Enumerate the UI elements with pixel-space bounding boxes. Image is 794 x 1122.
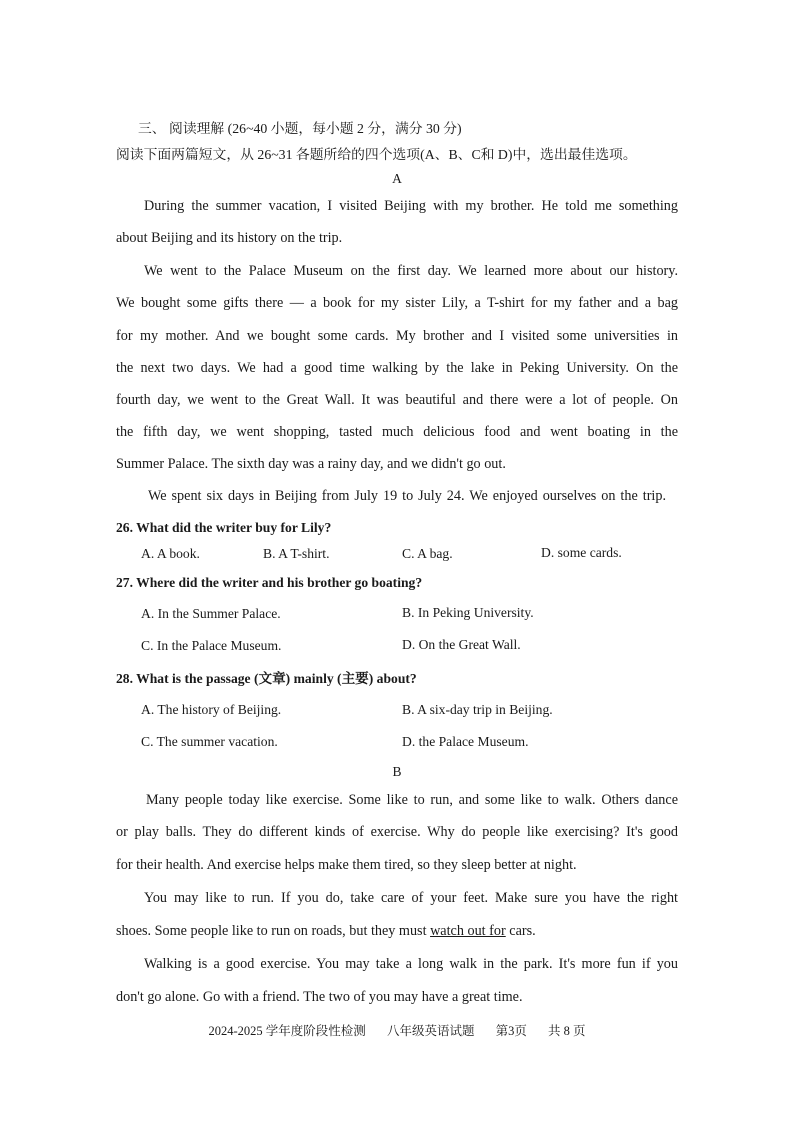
passage-b-label: B bbox=[392, 764, 402, 779]
passage-b-line: don't go alone. Go with a friend. The two of you may have a great time. bbox=[116, 989, 523, 1005]
passage-a-line: for my mother. And we bought some cards. My brother and I visited some universities in bbox=[116, 328, 678, 344]
passage-b-shoes-line bbox=[116, 922, 678, 940]
passage-a-line: During the summer vacation, I visited Beijing with my brother. He told me something bbox=[144, 198, 678, 214]
passage-a-label: A bbox=[392, 171, 402, 186]
underlined-phrase: watch out for bbox=[430, 923, 506, 939]
q28-option-d: D. the Palace Museum. bbox=[402, 734, 529, 749]
q26-option-a: A. A book. bbox=[141, 546, 200, 561]
q26-option-b: B. A T-shirt. bbox=[263, 546, 330, 561]
passage-b-line: You may like to run. If you do, take care of your feet. Make sure you have the right bbox=[144, 890, 678, 906]
q28-option-a: A. The history of Beijing. bbox=[141, 702, 282, 717]
question-27: 27. Where did the writer and his brother go boating? bbox=[116, 575, 423, 590]
q27-option-c: C. In the Palace Museum. bbox=[141, 638, 282, 653]
shoes-line-end: cars. bbox=[505, 923, 536, 939]
passage-a-line: Summer Palace. The sixth day was a rainy day, and we didn't go out. bbox=[116, 456, 506, 472]
passage-b-line: Many people today like exercise. Some like to run, and some like to walk. Others dance bbox=[146, 792, 678, 808]
q28-option-c: C. The summer vacation. bbox=[141, 734, 278, 749]
passage-a-line: the next two days. We had a good time walking by the lake in Peking University. On the bbox=[116, 360, 678, 376]
footer-subject: 八年级英语试题 bbox=[386, 1024, 475, 1038]
q27-option-a: A. In the Summer Palace. bbox=[141, 606, 281, 621]
shoes-line-text: shoes. Some people like to run on roads, but they must bbox=[116, 923, 431, 939]
passage-a-line: the fifth day, we went shopping, tasted much delicious food and went boating in the bbox=[116, 424, 678, 440]
footer-page: 第3页 bbox=[495, 1024, 527, 1038]
q26-option-c: C. A bag. bbox=[402, 546, 453, 561]
passage-a-line: fourth day, we went to the Great Wall. It was beautiful and there were a lot of people. On bbox=[116, 392, 678, 408]
question-28: 28. What is the passage (文章) mainly (主要) about? bbox=[116, 671, 417, 686]
passage-b-line: for their health. And exercise helps make them tired, so they sleep better at night. bbox=[116, 857, 577, 873]
q27-option-b: B. In Peking University. bbox=[402, 605, 534, 620]
question-26: 26. What did the writer buy for Lily? bbox=[116, 520, 332, 535]
footer-title: 2024-2025 学年度阶段性检测 bbox=[208, 1024, 366, 1038]
q28-option-b: B. A six-day trip in Beijing. bbox=[402, 702, 553, 717]
q27-option-d: D. On the Great Wall. bbox=[402, 637, 521, 652]
passage-a-line: We went to the Palace Museum on the first day. We learned more about our history. bbox=[144, 263, 678, 279]
q26-option-d: D. some cards. bbox=[541, 545, 622, 560]
passage-b-line: Walking is a good exercise. You may take a long walk in the park. It's more fun if you bbox=[144, 956, 678, 972]
passage-a-line: about Beijing and its history on the trip. bbox=[116, 230, 343, 246]
page-footer bbox=[0, 1021, 794, 1039]
section-instruction: 阅读下面两篇短文，从 26~31 各题所给的四个选项(A、B、C和 D)中，选出最佳选项。 bbox=[116, 147, 637, 162]
footer-total: 共 8 页 bbox=[547, 1024, 586, 1038]
passage-a-line: We spent six days in Beijing from July 19 to July 24. We enjoyed ourselves on the trip. bbox=[148, 488, 666, 504]
section-heading: 三、 阅读理解 (26~40 小题，每小题 2 分，满分 30 分) bbox=[138, 121, 462, 136]
passage-b-line: or play balls. They do different kinds of exercise. Why do people like exercising? It's good bbox=[116, 824, 678, 840]
passage-a-line: We bought some gifts there — a book for my sister Lily, a T-shirt for my father and a bag bbox=[116, 295, 678, 311]
